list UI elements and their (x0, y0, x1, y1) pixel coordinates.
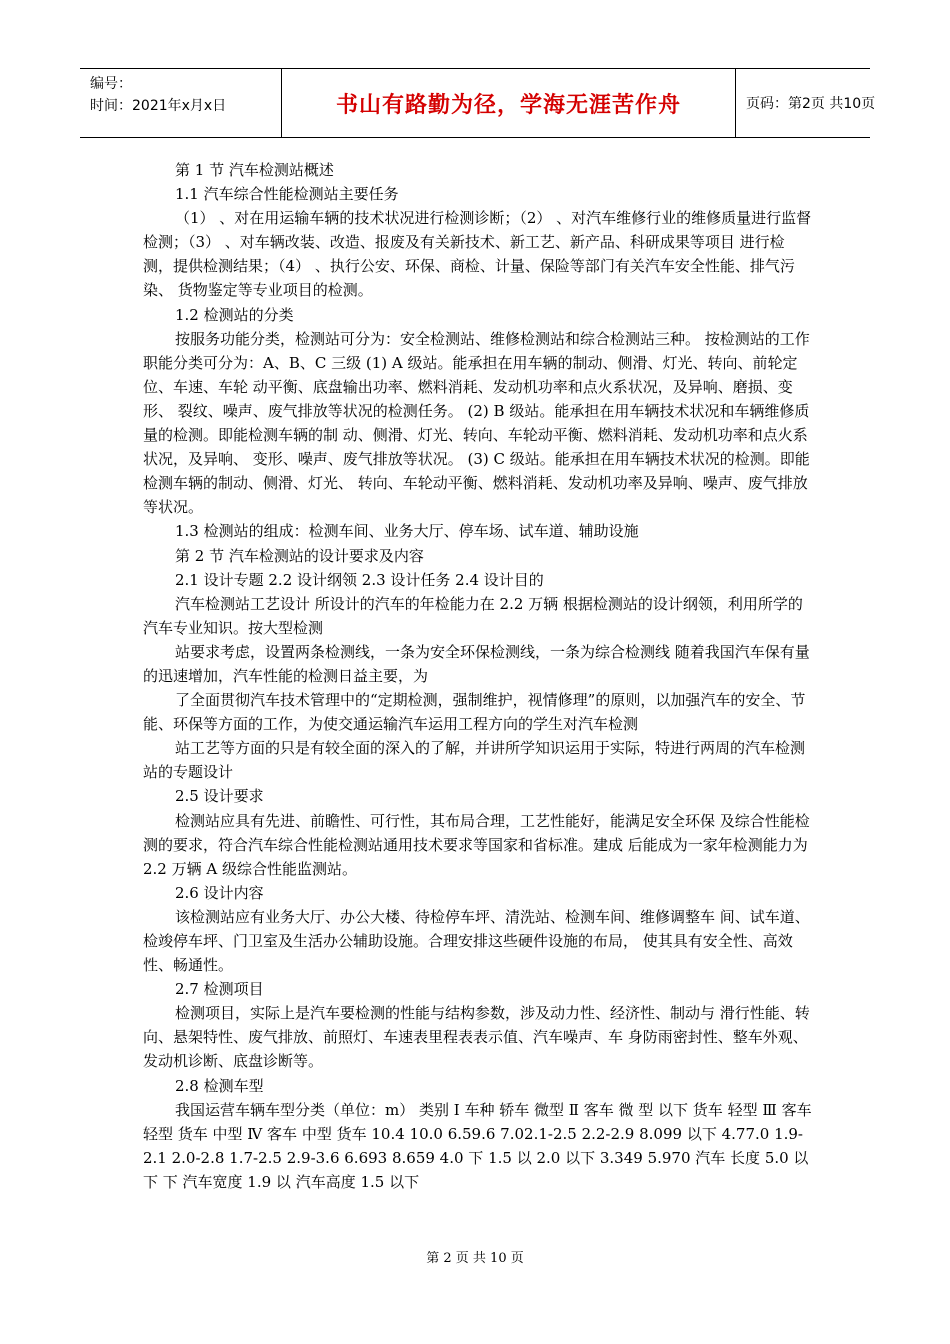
subheading-1-1: 1.1 汽车综合性能检测站主要任务 (175, 185, 399, 204)
section-heading-1: 第 1 节 汽车检测站概述 (175, 161, 334, 179)
document-body (143, 158, 813, 1194)
header-page-number: 页码：第2页 共10页 (746, 96, 876, 112)
document-number-label: 编号： (90, 76, 132, 92)
paragraph-design-3: 了全面贯彻汽车技术管理中的“定期检测，强制维护，视情修理”的原则，以加强汽车的安全、节能、环保等方面的工作，为使交通运输汽车运用工程方向的学生对汽车检测 (143, 691, 806, 734)
paragraph-tasks: （1） 、对在用运输车辆的技术状况进行检测诊断；（2） 、对汽车维修行业的维修质量进行监督检测；（3） 、对车辆改装、改造、报废及有关新技术、新工艺、新产品、科研成果等项目 进行检测，提供检测结果；（4） 、执行公安、环保、商检、计量、保险等部门有关汽车安全性能、排气污染、 货物鉴定等专业项目的检测。 (143, 209, 812, 300)
subheading-2-6: 2.6 设计内容 (175, 883, 264, 902)
page-header (80, 68, 876, 138)
paragraph-design-4: 站工艺等方面的只是有较全面的深入的了解，并讲所学知识运用于实际，特进行两周的汽车检测站的专题设计 (143, 739, 806, 782)
paragraph-design-2: 站要求考虑，设置两条检测线，一条为安全环保检测线，一条为综合检测线 随着我国汽车保有量的迅速增加，汽车性能的检测日益主要，为 (143, 642, 810, 685)
paragraph-vehicle-types: 我国运营车辆车型分类（单位：m） 类别 Ⅰ 车种 轿车 微型 Ⅱ 客车 微 型 以下 货车 轻型 Ⅲ 客车 轻型 货车 中型 Ⅳ 客车 中型 货车 10.4 10.0 6.59.6 7.02.1-2.5 2.2-2.9 8.099 以下 4.77.0 1.9-2.1 2.0-2.8 1.7-2.5 2.9-3.6 6.693 8.659 4.0 下 1.5 以 2.0 以下 3.349 5.970 汽车 长度 5.0 以下 下 汽车宽度 1.9 以 汽车高度 1.5 以下 (143, 1100, 812, 1191)
section-heading-2: 第 2 节 汽车检测站的设计要求及内容 (175, 546, 424, 565)
paragraph-requirements: 检测站应具有先进、前瞻性、可行性，其布局合理，工艺性能好，能满足安全环保 及综合性能检测的要求，符合汽车综合性能检测站通用技术要求等国家和省标准。建成 后能成为一家年检测能力为 2.2 万辆 A 级综合性能监测站。 (143, 811, 810, 878)
subheading-2-5: 2.5 设计要求 (175, 787, 264, 806)
subheading-2-1-to-2-4: 2.1 设计专题 2.2 设计纲领 2.3 设计任务 2.4 设计目的 (175, 570, 544, 589)
page-footer: 第 2 页 共 10 页 (426, 1251, 524, 1266)
paragraph-test-items: 检测项目，实际上是汽车要检测的性能与结构参数，涉及动力性、经济性、制动与 滑行性能、转向、悬架特性、废气排放、前照灯、车速表里程表表示值、汽车噪声、车 身防雨密封性、整车外观、发动机诊断、底盘诊断等。 (143, 1004, 810, 1071)
header-meta (80, 69, 282, 137)
paragraph-design-1: 汽车检测站工艺设计 所设计的汽车的年检能力在 2.2 万辆 根据检测站的设计纲领，利用所学的汽车专业知识。按大型检测 (143, 594, 803, 637)
header-motto-cell (282, 69, 736, 137)
subheading-2-8: 2.8 检测车型 (175, 1076, 264, 1095)
document-time-label: 时间：2021年x月x日 (90, 98, 227, 114)
paragraph-composition: 1.3 检测站的组成：检测车间、业务大厅、停车场、试车道、辅助设施 (175, 522, 639, 541)
header-motto: 书山有路勤为径，学海无涯苦作舟 (335, 92, 681, 118)
subheading-1-2: 1.2 检测站的分类 (175, 305, 294, 324)
paragraph-classification: 按服务功能分类，检测站可分为：安全检测站、维修检测站和综合检测站三种。 按检测站的工作职能分类可分为：A、B、C 三级 (1) A 级站。能承担在用车辆的制动、侧滑、灯光、转向、前轮定位、车速、车轮 动平衡、底盘输出功率、燃料消耗、发动机功率和点火系状况，及异响、磨损、变形、 裂纹、噪声、废气排放等状况的检测任务。 (2) B 级站。能承担在用车辆技术状况和车辆维修质量的检测。即能检测车辆的制 动、侧滑、灯光、转向、车轮动平衡、燃料消耗、发动机功率和点火系状况，及异响、 变形、噪声、废气排放等状况。 (3) C 级站。能承担在用车辆技术状况的检测。即能检测车辆的制动、侧滑、灯光、 转向、车轮动平衡、燃料消耗、发动机功率及异响、噪声、废气排放等状况。 (143, 329, 810, 517)
paragraph-design-content: 该检测站应有业务大厅、办公大楼、待检停车坪、清洗站、检测车间、维修调整车 间、试车道、检竣停车坪、门卫室及生活办公辅助设施。合理安排这些硬件设施的布局， 使其具有安全性、高效性、畅通性。 (143, 907, 810, 975)
subheading-2-7: 2.7 检测项目 (175, 980, 264, 999)
